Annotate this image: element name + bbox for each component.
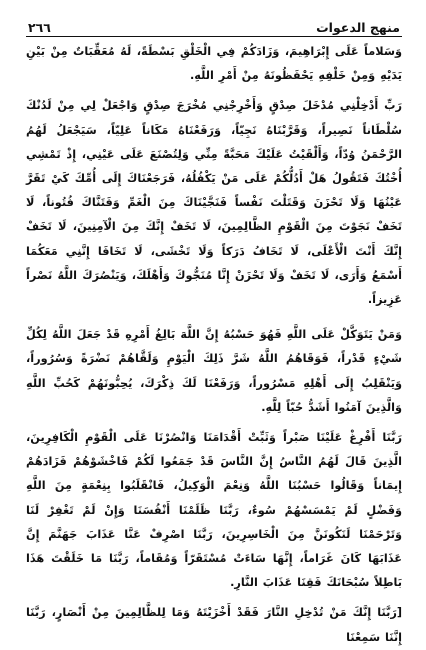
page-number: ٢٦٦ — [28, 20, 51, 35]
paragraph-3: وَمَنْ يَتَوَكَّلْ عَلَى اللَّهِ فَهُوَ حَسْبُهُ إِنَّ اللَّهَ بَالِغُ أَمْرِهِ قَدْ جَعَلَ اللَّهُ لِكُلِّ شَيْءٍ قَدْراً، فَوَقَاهُمُ اللَّهُ شَرَّ ذَلِكَ الْيَوْمِ وَلَقَّاهُمْ نَضْرَةً وَسُرُوراً، وَيَنْقَلِبُ إِلَى أَهْلِهِ مَسْرُوراً، وَرَفَعْنَا لَكَ ذِكْرَكَ، يُحِبُّونَهُمْ كَحُبِّ اللَّهِ وَالَّذِينَ آمَنُوا أَشَدُّ حُبّاً لِلَّهِ. — [26, 328, 402, 414]
paragraph-5: [رَبَّنَا إِنَّكَ مَنْ تُدْخِلِ النَّارَ فَقَدْ أَخْزَيْتَهُ وَمَا لِلظَّالِمِينَ مِنْ أَنْصَارٍ، رَبَّنَا إِنَّنَا سَمِعْنَا — [26, 606, 402, 644]
running-title: منهج الدعوات — [316, 20, 400, 35]
page-body — [26, 40, 402, 650]
paragraph-1: وَسَلاماً عَلَى إِبْرَاهِيمَ، وَزَادَكُمْ فِي الْخَلْقِ بَسْطَةً، لَهُ مُعَقِّبَاتٌ مِنْ بَيْنِ يَدَيْهِ وَمِنْ خَلْفِهِ يَحْفَظُونَهُ مِنْ أَمْرِ اللَّهِ. — [26, 45, 402, 83]
header-divider — [26, 36, 402, 37]
paragraph-4: رَبَّنَا أَفْرِغْ عَلَيْنَا صَبْراً وَثَبِّتْ أَقْدَامَنَا وَانْصُرْنَا عَلَى الْقَوْمِ الْكَافِرِينَ، الَّذِينَ قَالَ لَهُمُ النَّاسُ إِنَّ النَّاسَ قَدْ جَمَعُوا لَكُمْ فَاخْشَوْهُمْ فَزَادَهُمْ إِيمَاناً وَقَالُوا حَسْبُنَا اللَّهُ وَنِعْمَ الْوَكِيلُ، فَانْقَلَبُوا بِنِعْمَةٍ مِنَ اللَّهِ وَفَضْلٍ لَمْ يَمْسَسْهُمْ سُوءٌ، رَبَّنَا ظَلَمْنَا أَنْفُسَنَا وَإِنْ لَمْ تَغْفِرْ لَنَا وَتَرْحَمْنَا لَنَكُونَنَّ مِنَ الْخَاسِرِينَ، رَبَّنَا اصْرِفْ عَنَّا عَذَابَ جَهَنَّمَ إِنَّ عَذَابَهَا كَانَ غَرَاماً، إِنَّهَا سَاءَتْ مُسْتَقَرّاً وَمُقَاماً، رَبَّنَا مَا خَلَقْتَ هَذَا بَاطِلاً سُبْحَانَكَ فَقِنَا عَذَابَ النَّارِ. — [26, 431, 402, 590]
page-header — [28, 13, 400, 35]
paragraph-2: رَبِّ أَدْخِلْنِي مُدْخَلَ صِدْقٍ وَأَخْرِجْنِي مُخْرَجَ صِدْقٍ وَاجْعَلْ لِي مِنْ لَدُنْكَ سُلْطَاناً نَصِيراً، وَقَرَّبْنَاهُ نَجِيّاً، وَرَفَعْنَاهُ مَكَاناً عَلِيّاً، سَيَجْعَلُ لَهُمُ الرَّحْمَنُ وُدّاً، وَأَلْقَيْتُ عَلَيْكَ مَحَبَّةً مِنِّي وَلِتُصْنَعَ عَلَى عَيْنِي، إِذْ تَمْشِي أُخْتُكَ فَتَقُولُ هَلْ أَدُلُّكُمْ عَلَى مَنْ يَكْفُلُهُ، فَرَجَعْنَاكَ إِلَى أُمِّكَ كَيْ تَقَرَّ عَيْنُهَا وَلَا تَحْزَنَ وَقَتَلْتَ نَفْساً فَنَجَّيْنَاكَ مِنَ الْغَمِّ وَفَتَنَّاكَ فُتُوناً، لَا تَخَفْ نَجَوْتَ مِنَ الْقَوْمِ الظَّالِمِينَ، لَا تَخَفْ إِنَّكَ مِنَ الْآمِنِينَ، لَا تَخَفْ إِنَّكَ أَنْتَ الْأَعْلَى، لَا تَخَافُ دَرَكاً وَلَا تَخْشَى، لَا تَخَافَا إِنَّنِي مَعَكُمَا أَسْمَعُ وَأَرَى، لَا تَخَفْ وَلَا تَحْزَنْ إِنَّا مُنَجُّوكَ وَأَهْلَكَ، وَيَنْصُرَكَ اللَّهُ نَصْراً عَزِيزاً. — [26, 99, 402, 307]
